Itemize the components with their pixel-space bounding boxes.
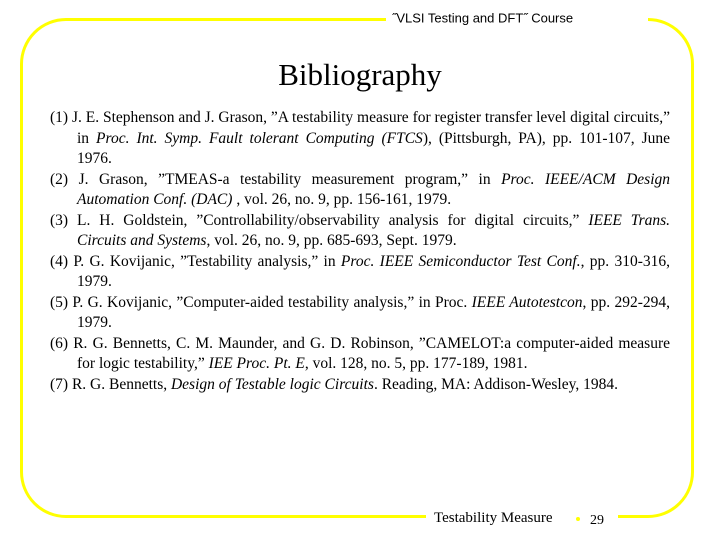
footer-label: Testability Measure (434, 510, 553, 526)
reference-italic-text: Proc. IEEE/ACM Design Automation Conf. (DAC) (77, 170, 671, 208)
reference-text: , pp. 310-316, 1979. (77, 252, 670, 290)
reference-text: (6) R. G. Bennetts, C. M. Maunder, and G. D. Robinson, ”CAMELOT:a computer-aided measure for logic testability,” (50, 334, 670, 372)
course-header: ˝VLSI Testing and DFT˝ Course (386, 11, 648, 26)
reference-text: (7) R. G. Bennetts, (50, 375, 171, 393)
reference-italic-text: Proc. Int. Symp. Fault tolerant Computing (FTCS (96, 129, 423, 147)
reference-text: (2) J. Grason, ”TMEAS-a testability measurement program,” in (50, 170, 502, 188)
reference-text: , vol. 26, no. 9, pp. 685-693, Sept. 1979. (206, 232, 457, 249)
reference-text: , vol. 26, no. 9, pp. 156-161, 1979. (232, 191, 452, 208)
reference-entry (50, 293, 670, 334)
page-title: Bibliography (278, 57, 442, 92)
page-number: 29 (590, 513, 604, 528)
reference-text: (3) L. H. Goldstein, ”Controllability/observability analysis for digital circuits,” (50, 211, 589, 229)
reference-italic-text: IEEE Trans. Circuits and Systems (77, 211, 671, 249)
reference-text: , vol. 128, no. 5, pp. 177-189, 1981. (304, 355, 528, 372)
reference-text: (1) J. E. Stephenson and J. Grason, ”A testability measure for register transfer level digital circuits,” in (50, 109, 670, 147)
reference-entry (50, 334, 670, 375)
reference-entry (50, 170, 670, 211)
reference-entry (50, 375, 670, 396)
bullet-dot-icon (576, 517, 580, 521)
reference-text: . Reading, MA: Addison-Wesley, 1984. (373, 375, 618, 393)
reference-entry (50, 252, 670, 293)
reference-text: ), (Pittsburgh, PA), pp. 101-107, June 1976. (77, 129, 670, 167)
footer (426, 507, 618, 529)
reference-italic-text: IEE Proc. Pt. E (208, 355, 305, 372)
reference-entry (50, 211, 670, 252)
reference-italic-text: Design of Testable logic Circuits (170, 375, 374, 393)
reference-text: (5) P. G. Kovijanic, ”Computer-aided testability analysis,” in Proc. (50, 293, 472, 311)
reference-text: (4) P. G. Kovijanic, ”Testability analysis,” in (50, 252, 341, 270)
reference-italic-text: IEEE Autotestcon (471, 293, 583, 311)
reference-italic-text: Proc. IEEE Semiconductor Test Conf. (340, 252, 581, 270)
reference-text: , pp. 292-294, 1979. (77, 293, 670, 331)
bibliography-list (50, 108, 670, 395)
reference-entry (50, 108, 670, 170)
